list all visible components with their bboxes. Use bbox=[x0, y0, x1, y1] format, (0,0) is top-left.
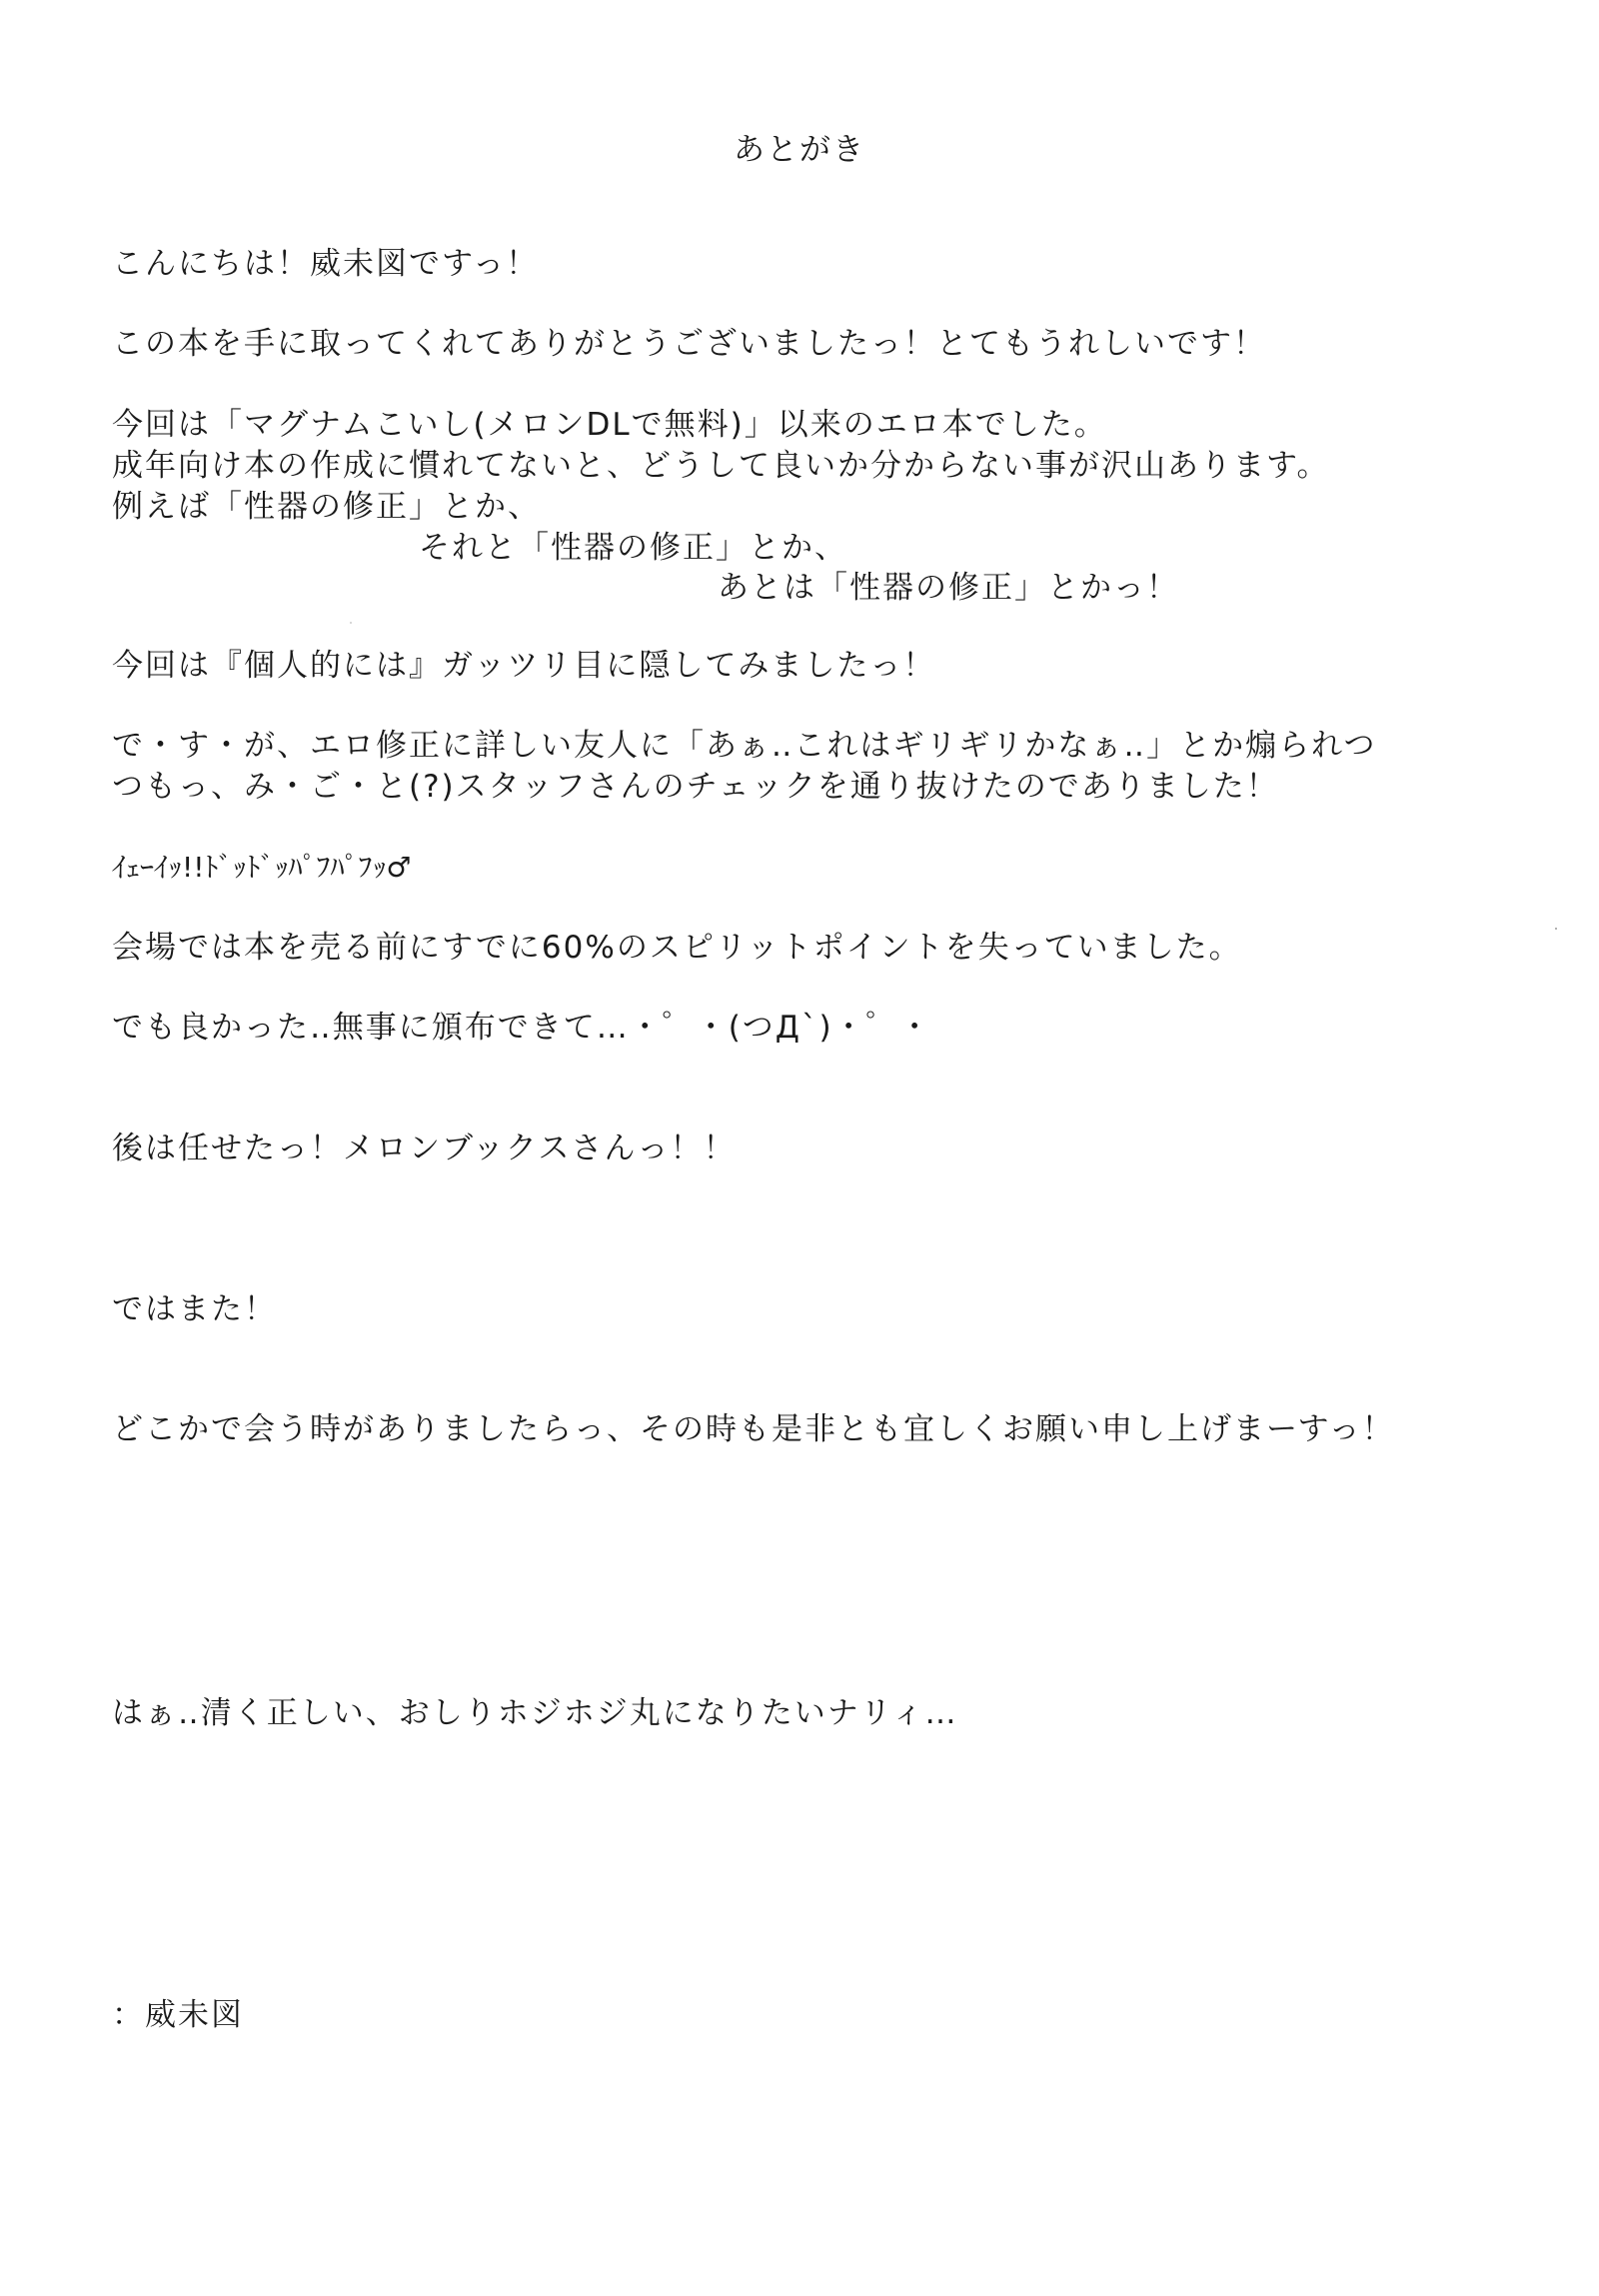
text-line-example-3: あとは「性器の修正」とかっ！ bbox=[718, 570, 1179, 606]
text-line-example-1: 例えば「性器の修正」とか、 bbox=[112, 489, 541, 525]
paper-speck bbox=[1555, 928, 1557, 930]
text-line-closing-joke: はぁ‥清く正しい、おしりホジホジ丸になりたいナリィ… bbox=[112, 1695, 958, 1731]
paper-speck bbox=[350, 622, 352, 624]
page-title: あとがき bbox=[734, 132, 865, 168]
text-line-relief: でも良かった‥無事に頒布できて…・゜・(つД`)・゜・ bbox=[112, 1010, 932, 1046]
text-line-hidden: 今回は『個人的には』ガッツリ目に隠してみましたっ！ bbox=[112, 648, 936, 684]
text-line-friend: で・す・が、エロ修正に詳しい友人に「あぁ‥これはギリギリかなぁ‥」とか煽られつ bbox=[112, 728, 1377, 764]
text-line-greeting: こんにちは！威未図ですっ！ bbox=[112, 246, 540, 282]
text-line-cheer: ｲｪｰｲｯ!!ﾄﾞｯﾄﾞｯﾊﾟﾌﾊﾟﾌｯ♂ bbox=[112, 851, 412, 884]
text-line-meet-again: どこかで会う時がありましたらっ、その時も是非とも宜しくお願い申し上げまーすっ！ bbox=[112, 1411, 1395, 1447]
signature: ：威未図 bbox=[112, 1997, 244, 2033]
text-line-passed-check: つもっ、み・ご・と(?)スタッフさんのチェックを通り抜けたのでありました！ bbox=[112, 769, 1279, 805]
text-line-spirit-points: 会場では本を売る前にすでに60%のスピリットポイントを失っていました。 bbox=[112, 930, 1242, 966]
text-line-example-2: それと「性器の修正」とか、 bbox=[419, 530, 847, 566]
text-line-see-you: ではまた！ bbox=[112, 1291, 277, 1327]
text-line-melonbooks: 後は任せたっ！メロンブックスさんっ！！ bbox=[112, 1131, 737, 1166]
text-line-thanks: この本を手に取ってくれてありがとうございましたっ！とてもうれしいです！ bbox=[112, 326, 1266, 362]
text-line-previous-book: 今回は「マグナムこいし(メロンDLで無料)」以来のエロ本でした。 bbox=[112, 407, 1107, 443]
text-line-difficulty: 成年向け本の作成に慣れてないと、どうして良いか分からない事が沢山あります。 bbox=[112, 448, 1330, 484]
